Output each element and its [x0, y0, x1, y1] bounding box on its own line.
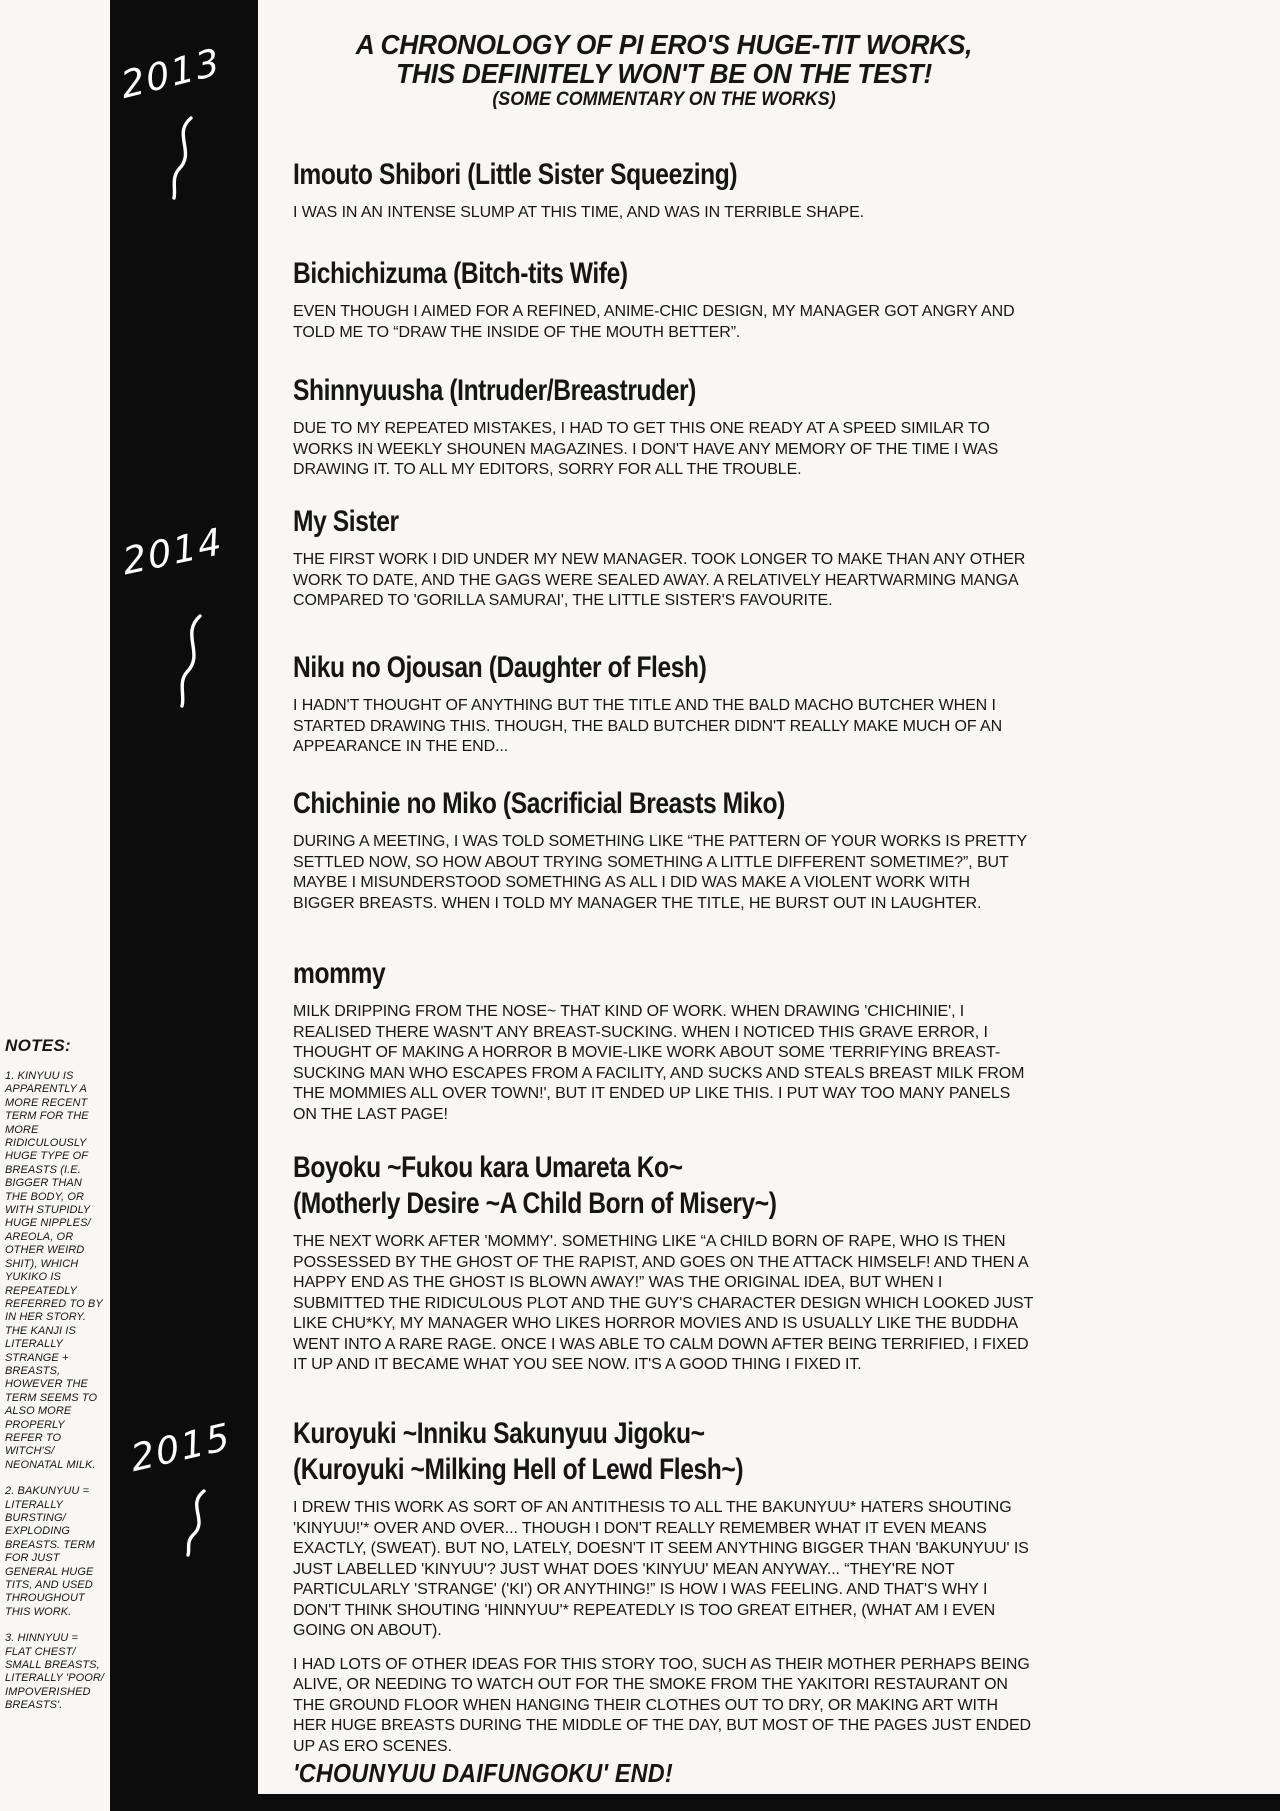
work-entry — [293, 1150, 1035, 1376]
note-item-1: 1. KINYUU IS APPARENTLY A MORE RECENT TERM FOR THE MORE RIDICULOUSLY HUGE TYPE OF BREASTS (I.E. BIGGER THAN THE BODY, OR WITH STUPIDLY HUGE NIPPLES/ AREOLA, OR OTHER WEIRD SHIT), WHICH YUKIKO IS REPEATEDLY REFERRED TO BY IN HER STORY. THE KANJI IS LITERALLY STRANGE + BREASTS, HOWEVER THE TERM SEEMS TO ALSO MORE PROPERLY REFER TO WITCH'S/ NEONATAL MILK. — [5, 1070, 103, 1471]
work-title-romaji: Boyoku ~Fukou kara Umareta Ko~ — [293, 1151, 683, 1184]
notes-header: NOTES: — [5, 1036, 72, 1055]
work-commentary-continued: I HAD LOTS OF OTHER IDEAS FOR THIS STORY TOO, SUCH AS THEIR MOTHER PERHAPS BEING ALIVE, OR NEEDING TO WATCH OUT FOR THE SMOKE FROM THE YAKITORI RESTAURANT ON THE GROUND FLOOR WHEN HANGING THEIR CLOTHES OUT TO DRY, OR MAKING ART WITH HER HUGE BREASTS DURING THE MIDDLE OF THE DAY, BUT MOST OF THE PAGES JUST ENDED UP AS ERO SCENES. — [293, 1655, 1032, 1755]
work-title: Chichinie no Miko (Sacrificial Breasts Miko) — [293, 787, 785, 820]
timeline-squiggle-icon — [166, 114, 198, 202]
work-commentary: I DREW THIS WORK AS SORT OF AN ANTITHESIS TO ALL THE BAKUNYUU* HATERS SHOUTING 'KINYUU!'* OVER AND OVER... THOUGH I DON'T REALLY REMEMBER WHAT IT EVEN MEANS EXACTLY, (SWEAT). BUT NO, LATELY, DOESN'T IT SEEM ANYTHING BIGGER THAN 'BAKUNYUU' IS JUST LABELLED 'KINYUU'? JUST WHAT DOES 'KINYUU' MEAN ANYWAY... “THEY'RE NOT PARTICULARLY 'STRANGE' ('KI') OR ANYTHING!” IS HOW I WAS FEELING. AND THAT'S WHY I DON'T THINK SHOUTING 'HINNYUU'* REPEATEDLY IS TOO GREAT EITHER, (WHAT AM I EVEN GOING ON ABOUT). — [293, 1499, 1029, 1639]
work-commentary: THE FIRST WORK I DID UNDER MY NEW MANAGER. TOOK LONGER TO MAKE THAN ANY OTHER WORK TO DATE, AND THE GAGS WERE SEALED AWAY. A RELATIVELY HEARTWARMING MANGA COMPARED TO 'GORILLA SAMURAI', THE LITTLE SISTER'S FAVOURITE. — [293, 551, 1026, 609]
timeline-year-2014: 2014 — [120, 519, 227, 584]
work-title-translation: (Kuroyuki ~Milking Hell of Lewd Flesh~) — [293, 1453, 744, 1486]
work-title-translation: (Motherly Desire ~A Child Born of Misery~) — [293, 1187, 777, 1220]
work-commentary: THE NEXT WORK AFTER 'MOMMY'. SOMETHING LIKE “A CHILD BORN OF RAPE, WHO IS THEN POSSESSED BY THE GHOST OF THE RAPIST, AND GOES ON THE ATTACK HIMSELF! AND THEN A HAPPY END AS THE GHOST IS BLOWN AWAY!” WAS THE ORIGINAL IDEA, BUT WHEN I SUBMITTED THE RIDICULOUS PLOT AND THE GUY'S CHARACTER DESIGN WHICH LOOKED JUST LIKE CHU*KY, MY MANAGER WHO LIKES HORROR MOVIES AND IS USUALLY LIKE THE BUDDHA WENT INTO A RARE RAGE. ONCE I WAS ABLE TO CALM DOWN AFTER BEING TERRIFIED, I FIXED IT UP AND IT BECAME WHAT YOU SEE NOW. IT'S A GOOD THING I FIXED IT. — [293, 1233, 1033, 1373]
page-title-line-1: A CHRONOLOGY OF PI ERO'S HUGE-TIT WORKS, — [355, 29, 973, 60]
work-title: Niku no Ojousan (Daughter of Flesh) — [293, 651, 707, 684]
page-title-line-2: THIS DEFINITELY WON'T BE ON THE TEST! — [396, 58, 932, 89]
page-title-subtitle: (SOME COMMENTARY ON THE WORKS) — [492, 89, 836, 110]
work-title: My Sister — [293, 505, 399, 538]
work-title: Bichichizuma (Bitch-tits Wife) — [293, 257, 628, 290]
work-title: Shinnyuusha (Intruder/Breastruder) — [293, 374, 696, 407]
note-item-3: 3. HINNYUU = FLAT CHEST/ SMALL BREASTS, LITERALLY 'POOR/ IMPOVERISHED BREASTS'. — [5, 1632, 105, 1712]
work-title: mommy — [293, 957, 386, 990]
work-entry — [293, 650, 1035, 758]
work-entry — [293, 256, 1035, 343]
page-bottom-rule — [230, 1794, 1280, 1811]
timeline-year-2015: 2015 — [127, 1414, 235, 1481]
work-commentary: I WAS IN AN INTENSE SLUMP AT THIS TIME, AND WAS IN TERRIBLE SHAPE. — [293, 204, 865, 221]
work-commentary: I HADN'T THOUGHT OF ANYTHING BUT THE TITLE AND THE BALD MACHO BUTCHER WHEN I STARTED DRAWING THIS. THOUGH, THE BALD BUTCHER DIDN'T REALLY MAKE MUCH OF AN APPEARANCE IN THE END... — [293, 697, 1003, 755]
note-item-2: 2. BAKUNYUU = LITERALLY BURSTING/ EXPLODING BREASTS. TERM FOR JUST GENERAL HUGE TITS, AND USED THROUGHOUT THIS WORK. — [5, 1485, 95, 1618]
work-title — [293, 1416, 901, 1488]
work-entry — [293, 956, 1035, 1125]
page-title — [315, 30, 1012, 112]
work-title-romaji: Kuroyuki ~Inniku Sakunyuu Jigoku~ — [293, 1417, 705, 1450]
work-entry — [293, 157, 1035, 224]
timeline-squiggle-icon — [174, 612, 206, 710]
work-entry — [293, 1416, 1035, 1757]
timeline-squiggle-icon — [180, 1488, 212, 1558]
notes-sidebar — [5, 1036, 105, 1726]
work-title: Imouto Shibori (Little Sister Squeezing) — [293, 158, 738, 191]
end-line: 'CHOUNYUU DAIFUNGOKU' END! — [293, 1758, 673, 1788]
work-commentary: MILK DRIPPING FROM THE NOSE~ THAT KIND OF WORK. WHEN DRAWING 'CHICHINIE', I REALISED THERE WASN'T ANY BREAST-SUCKING. WHEN I NOTICED THIS GRAVE ERROR, I THOUGHT OF MAKING A HORROR B MOVIE-LIKE WORK ABOUT SOME 'TERRIFYING BREAST-SUCKING MAN WHO ESCAPES FROM A FACILITY, AND SUCKS AND STEALS BREAST MILK FROM THE MOMMIES ALL OVER TOWN!', BUT IT ENDED UP LIKE THIS. I PUT WAY TOO MANY PANELS ON THE LAST PAGE! — [293, 1003, 1025, 1123]
timeline-year-2013: 2013 — [117, 39, 225, 108]
work-title — [293, 1150, 901, 1222]
work-entry — [293, 373, 1035, 481]
work-commentary: EVEN THOUGH I AIMED FOR A REFINED, ANIME-CHIC DESIGN, MY MANAGER GOT ANGRY AND TOLD ME TO “DRAW THE INSIDE OF THE MOUTH BETTER”. — [293, 303, 1015, 341]
work-commentary: DUE TO MY REPEATED MISTAKES, I HAD TO GET THIS ONE READY AT A SPEED SIMILAR TO WORKS IN WEEKLY SHOUNEN MAGAZINES. I DON'T HAVE ANY MEMORY OF THE TIME I WAS DRAWING IT. TO ALL MY EDITORS, SORRY FOR ALL THE TROUBLE. — [293, 420, 999, 478]
work-entry — [293, 504, 1035, 612]
work-entry — [293, 786, 1035, 914]
work-commentary: DURING A MEETING, I WAS TOLD SOMETHING LIKE “THE PATTERN OF YOUR WORKS IS PRETTY SETTLED NOW, SO HOW ABOUT TRYING SOMETHING A LITTLE DIFFERENT SOMETIME?”, BUT MAYBE I MISUNDERSTOOD SOMETHING AS ALL I DID WAS MAKE A VIOLENT WORK WITH BIGGER BREASTS. WHEN I TOLD MY MANAGER THE TITLE, HE BURST OUT IN LAUGHTER. — [293, 833, 1027, 912]
